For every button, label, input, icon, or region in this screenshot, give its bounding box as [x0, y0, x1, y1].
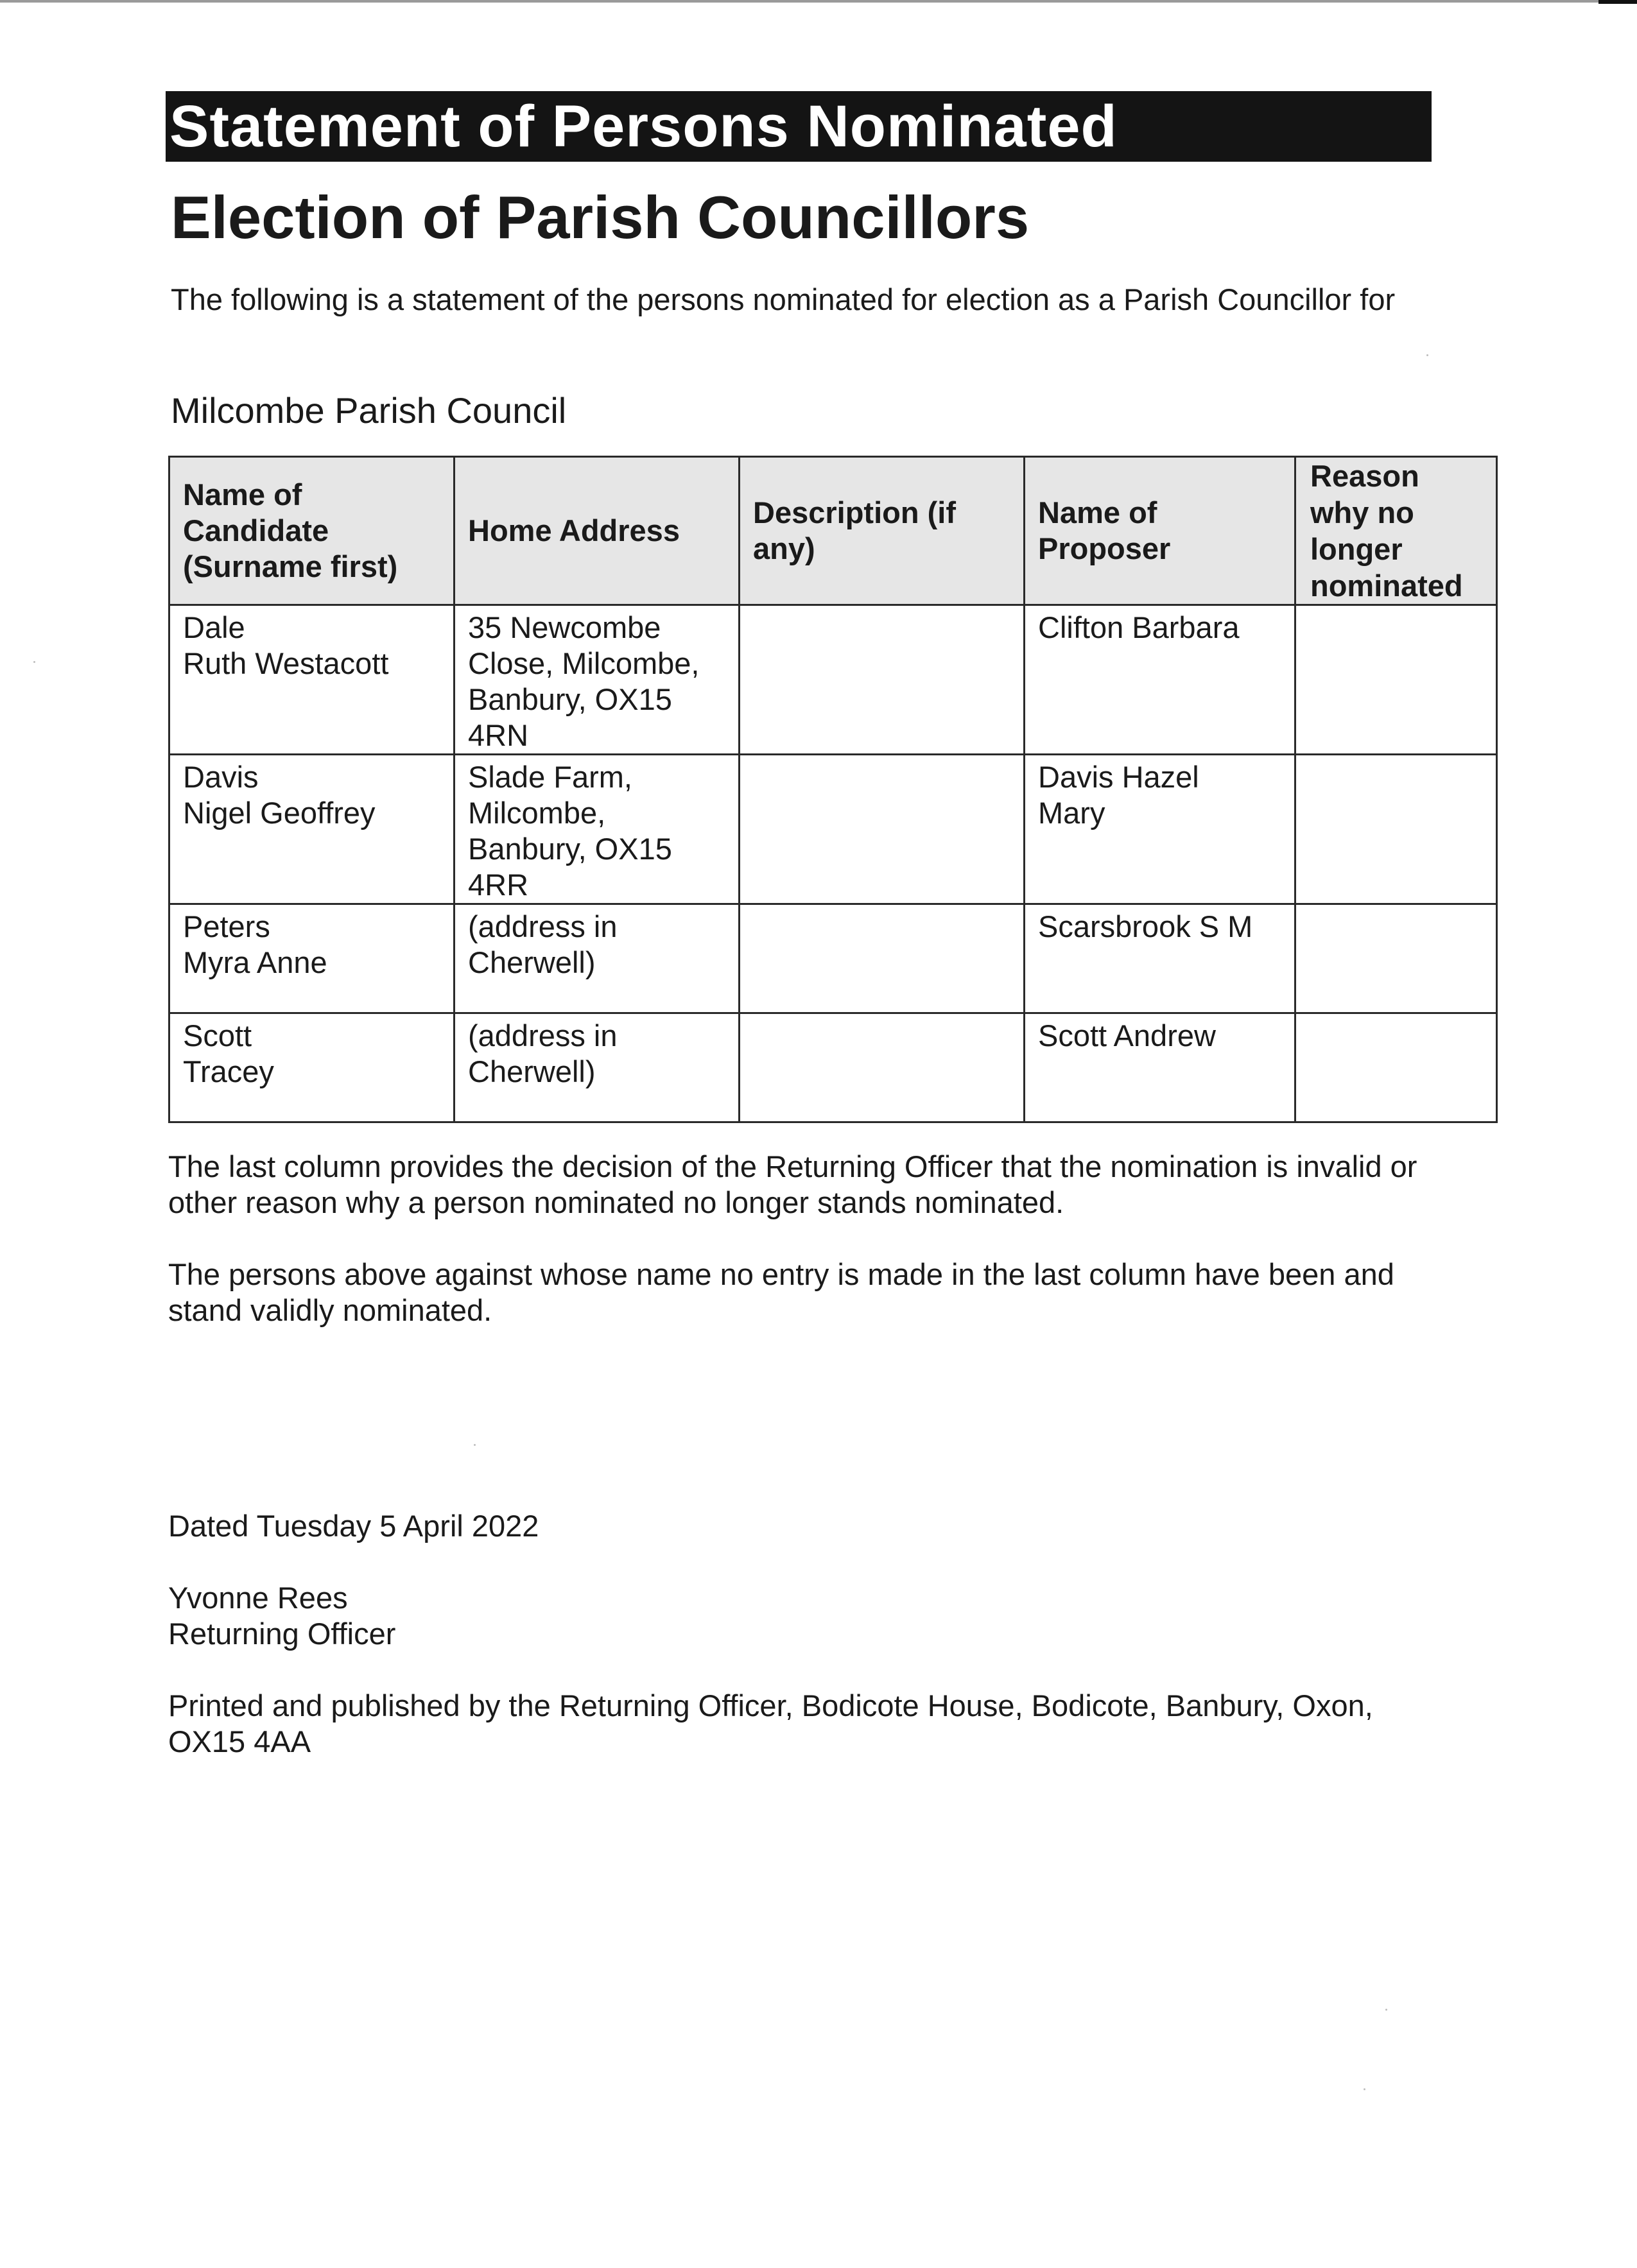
candidate-name-cell: Peters Myra Anne [169, 904, 455, 1013]
proposer-cell: Scarsbrook S M [1025, 904, 1295, 1013]
scan-speck [1426, 354, 1428, 356]
scan-speck [33, 661, 35, 663]
officer-name: Yvonne Rees [168, 1581, 348, 1615]
table-header-row [169, 457, 1497, 605]
header-reason: Reason why no longer nominated [1295, 457, 1497, 605]
header-description: Description (if any) [740, 457, 1025, 605]
scan-edge [0, 0, 1637, 3]
parish-name: Milcombe Parish Council [171, 390, 567, 431]
banner-title: Statement of Persons Nominated [169, 94, 1118, 159]
description-cell [740, 904, 1025, 1013]
address-cell: (address in Cherwell) [455, 904, 740, 1013]
signatory [168, 1580, 1452, 1652]
address-cell: (address in Cherwell) [455, 1013, 740, 1122]
description-cell [740, 755, 1025, 904]
reason-cell [1295, 755, 1497, 904]
address-cell: 35 Newcombe Close, Milcombe, Banbury, OX15 4RN [455, 605, 740, 755]
proposer-cell: Davis Hazel Mary [1025, 755, 1295, 904]
scan-speck [1385, 2009, 1387, 2011]
candidate-name-cell: Scott Tracey [169, 1013, 455, 1122]
nominations-table [168, 456, 1498, 1123]
intro-text: The following is a statement of the persons nominated for election as a Parish Councillor for [171, 282, 1396, 316]
table-row [169, 605, 1497, 755]
reason-cell [1295, 904, 1497, 1013]
header-home-address: Home Address [455, 457, 740, 605]
scan-speck [1364, 2088, 1365, 2090]
proposer-cell: Scott Andrew [1025, 1013, 1295, 1122]
reason-cell [1295, 605, 1497, 755]
election-title: Election of Parish Councillors [171, 184, 1030, 251]
candidate-name-cell: Davis Nigel Geoffrey [169, 755, 455, 904]
table-row [169, 904, 1497, 1013]
proposer-cell: Clifton Barbara [1025, 605, 1295, 755]
scan-speck [474, 1444, 476, 1446]
imprint: Printed and published by the Returning Officer, Bodicote House, Bodicote, Banbury, Oxon, OX15 4AA [168, 1688, 1373, 1758]
candidate-name-cell: Dale Ruth Westacott [169, 605, 455, 755]
header-candidate-name: Name of Candidate (Surname first) [169, 457, 455, 605]
note-valid-nominations: The persons above against whose name no entry is made in the last column have been and stand validly nominated. [168, 1257, 1394, 1327]
scan-mark [1598, 0, 1637, 4]
table-row [169, 755, 1497, 904]
note-last-column: The last column provides the decision of the Returning Officer that the nomination is invalid or other reason why a person nominated no longer stands nominated. [168, 1149, 1417, 1219]
reason-cell [1295, 1013, 1497, 1122]
header-proposer: Name of Proposer [1025, 457, 1295, 605]
officer-title: Returning Officer [168, 1617, 396, 1651]
address-cell: Slade Farm, Milcombe, Banbury, OX15 4RR [455, 755, 740, 904]
description-cell [740, 1013, 1025, 1122]
date-line: Dated Tuesday 5 April 2022 [168, 1509, 539, 1543]
description-cell [740, 605, 1025, 755]
table-row [169, 1013, 1497, 1122]
title-banner [166, 91, 1432, 162]
